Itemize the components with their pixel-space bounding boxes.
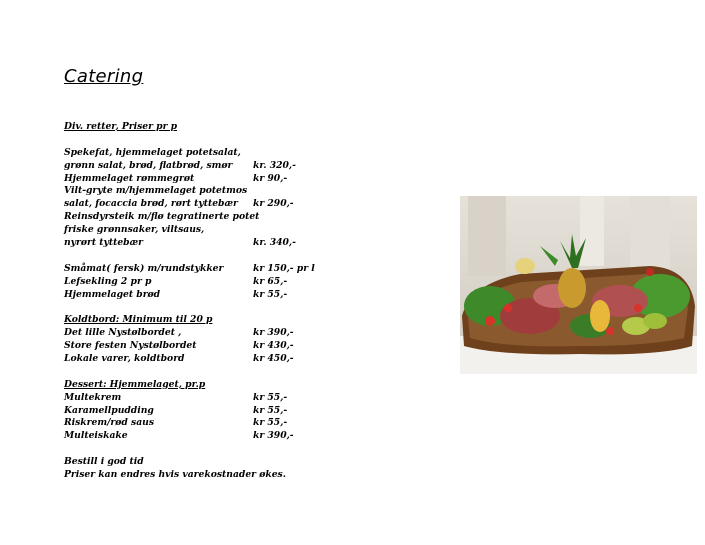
menu-row: Hjemmelaget brød kr 55,-: [64, 288, 288, 300]
menu-row: Lokale varer, koldtbord kr 450,-: [64, 353, 294, 365]
menu-row: Multekrem kr 55,-: [64, 391, 288, 403]
menu-row: Det lille Nystølbordet , kr 390,-: [64, 327, 294, 339]
footer-price-note: Priser kan endres hvis varekostnader økes.: [64, 469, 286, 481]
menu-row: friske grønnsaker, viltsaus,: [64, 224, 205, 236]
footer-order-note: Bestill i god tid: [64, 456, 144, 468]
section-header-dessert: Dessert: Hjemmelaget, pr.p: [64, 378, 206, 390]
menu-row: grønn salat, brød, flatbrød, smør kr. 320,-: [64, 159, 296, 171]
page-title: Catering: [64, 66, 144, 87]
menu-row: nyrørt tyttebær kr. 340,-: [64, 237, 296, 249]
section-header-div: Div. retter, Priser pr p: [64, 121, 178, 132]
menu-row: Store festen Nystølbordet kr 430,-: [64, 340, 294, 352]
menu-row: Multeiskake kr 390,-: [64, 430, 294, 442]
menu-row: Vilt-gryte m/hjemmelaget potetmos: [64, 185, 248, 197]
menu-row: Hjemmelaget rømmegrøt kr 90,-: [64, 172, 288, 184]
catering-platter-photo: [460, 196, 697, 374]
menu-row: Lefsekling 2 pr p kr 65,-: [64, 275, 288, 287]
menu-row: salat, focaccia brød, rørt tyttebær kr 290,-: [64, 198, 294, 210]
menu-list: [64, 121, 364, 482]
menu-row: Småmat( fersk) m/rundstykker kr 150,- pr l: [64, 262, 315, 274]
menu-row: Spekefat, hjemmelaget potetsalat,: [64, 146, 241, 158]
menu-row: Riskrem/rød saus kr 55,-: [64, 417, 288, 429]
menu-row: Karamellpudding kr 55,-: [64, 404, 288, 416]
section-header-koldtbord: Koldtbord: Minimum til 20 p: [64, 314, 213, 326]
menu-row: Reinsdyrsteik m/flø tegratinerte potet: [64, 211, 260, 223]
